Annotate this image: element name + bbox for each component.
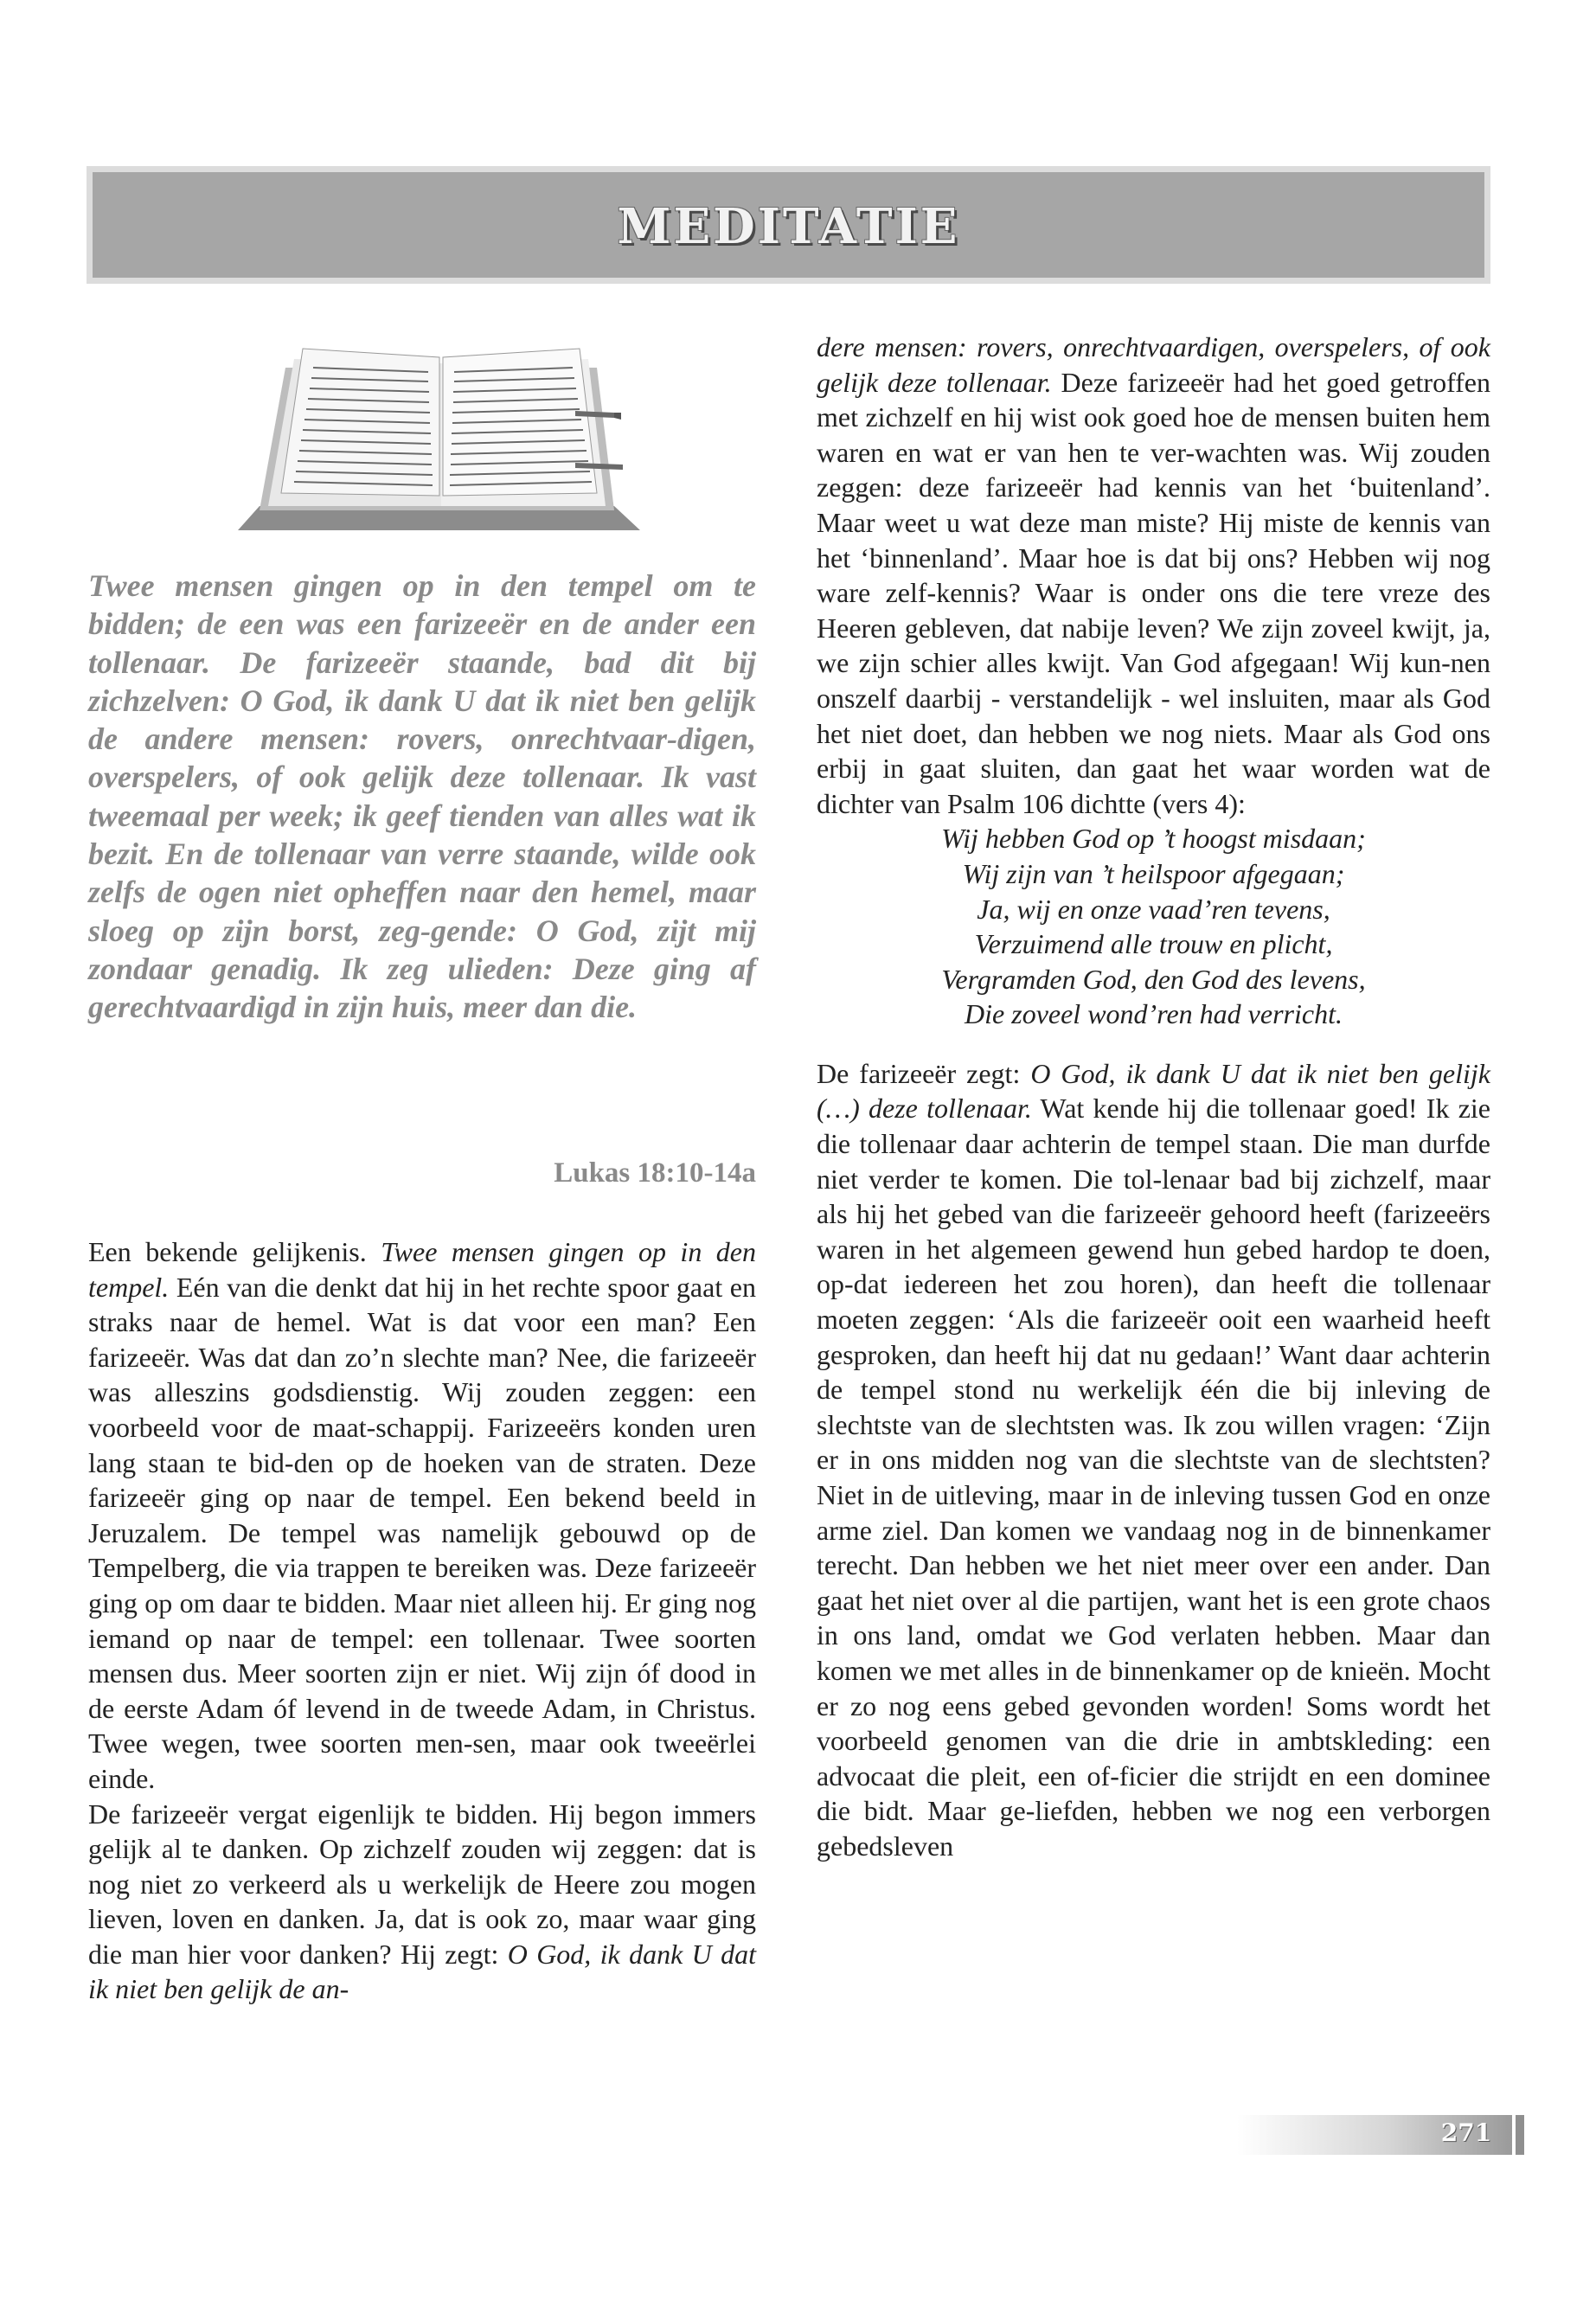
right-p2-italic: O God, ik dank U dat ik niet ben gelijk (…) deze tollenaar.	[817, 1057, 1490, 1125]
right-paragraph-1	[817, 330, 1490, 821]
right-paragraph-2	[817, 1056, 1490, 1864]
left-p1-intro: Een bekende gelijkenis.	[88, 1236, 381, 1267]
left-p2-body: De farizeeër vergat eigenlijk te bidden. Hij begon immers gelijk al te danken. Op zichzelf zouden wij zeggen: dat is nog niet zo verkeerd als u werkelijk de Heere zou mogen lieven, loven en danken. Ja, dat is ook zo, maar waar ging die man hier voor danken? Hij zegt:	[88, 1798, 756, 1970]
right-p2-body: Wat kende hij die tollenaar goed! Ik zie die tollenaar daar achterin de tempel staan. Die man durfde niet verder te komen. Die tol-lenaar bad bij zichzelf, maar als hij het gebed van die farizeeër gehoord heeft (farizeeërs waren in het algemeen gewend hun gebed hardop te doen, op-dat iedereen het zou horen), dan heeft die tollenaar moeten zeggen: ‘Als die farizeeër ooit een waarheid heeft gesproken, dan heeft hij dat nu gedaan!’ Want daar achterin de tempel stond nu werkelijk één die bij inleving de slechtste van de slechtsten was. Ik zou willen vragen: ‘Zijn er in ons midden nog van die slechtste van de slechtsten? Niet in de uitleving, maar in de inleving tussen God en onze arme ziel. Dan komen we vandaag nog in de binnenkamer terecht. Dan hebben we het niet meer over een ander. Dan gaat het niet over al die partijen, want het is een grote chaos in ons land, omdat we God verlaten hebben. Maar dan komen we met alles in de binnenkamer op de knieën. Mocht er zo nog eens gebed gevonden worden! Soms wordt het voorbeeld genomen van die drie in ambtskleding: een advocaat die pleit, een of-ficier die strijdt en een dominee die bidt. Maar ge-liefden, hebben we nog een verborgen gebedsleven	[817, 1093, 1491, 1862]
poem-line: Die zoveel wond’ren had verricht.	[965, 998, 1343, 1030]
left-p1-italic: Twee mensen gingen op in den tempel.	[88, 1236, 757, 1303]
right-column	[817, 330, 1490, 1864]
header-band	[87, 166, 1490, 284]
left-paragraph-1	[88, 1234, 756, 1797]
poem-line: Wij zijn van ’t heilspoor afgegaan;	[962, 857, 1345, 889]
right-p1-body: Deze farizeeër had het goed getroffen met zichzelf en hij wist ook goed hoe de mensen buiten hem waren en wat er van hen te ver-wachten was. Wij zouden zeggen: deze farizeeër had kennis van het ‘buitenland’. Maar weet u wat deze man miste? Hij miste de kennis van het ‘binnenland’. Maar hoe is dat bij ons? Hebben wij nog ware zelf-kennis? Waar is onder ons die tere vreze des Heeren gebleven, dat nabije leven? We zijn zoveel kwijt, ja, we zijn schier alles kwijt. Van God afgegaan! Wij kun-nen onszelf daarbij - verstandelijk - wel insluiten, maar als God het niet doet, dan hebben we nog niets. Maar als God ons erbij in gaat sluiten, dan gaat het waar worden wat de dichter van Psalm 106 dichtte (vers 4):	[817, 366, 1490, 819]
left-paragraph-2	[88, 1797, 756, 2008]
scripture-reference: Lukas 18:10-14a	[554, 1157, 756, 1189]
poem-line: Wij hebben God op ’t hoogst misdaan;	[941, 823, 1366, 855]
page-number-bar-cap	[1516, 2115, 1524, 2155]
psalm-poem	[817, 821, 1490, 1032]
left-column	[88, 1234, 756, 2007]
left-p1-body: Eén van die denkt dat hij in het rechte spoor gaat en straks naar de hemel. Wat is dat voor een man? Een farizeeër. Was dat dan zo’n slechte man? Nee, die farizeeër was alleszins godsdienstig. Wij zouden zeggen: een voorbeeld voor de maat-schappij. Farizeeërs konden uren lang staan te bid-den op de hoeken van de straten. Deze farizeeër ging op naar de tempel. Een bekend beeld in Jeruzalem. De tempel was namelijk gebouwd op de Tempelberg, die via trappen te bereiken was. Deze farizeeër ging op om daar te bidden. Maar niet alleen hij. Er ging nog iemand op naar de tempel: een tollenaar. Twee soorten mensen dus. Meer soorten zijn er niet. Wij zijn óf dood in de eerste Adam óf levend in de tweede Adam, in Christus. Twee wegen, twee soorten men-sen, maar ook tweeërlei einde.	[88, 1271, 756, 1794]
right-p1-italic: dere mensen: rovers, onrechtvaardigen, overspelers, of ook gelijk deze tollenaar.	[817, 331, 1490, 398]
open-bible-illustration	[234, 333, 666, 541]
poem-line: Verzuimend alle trouw en plicht,	[974, 928, 1333, 960]
right-p2-intro: De farizeeër zegt:	[817, 1057, 1031, 1089]
poem-line: Vergramden God, den God des levens,	[941, 963, 1366, 995]
poem-line: Ja, wij en onze vaad’ren tevens,	[977, 893, 1330, 925]
scripture-quote: Twee mensen gingen op in den tempel om te bidden; de een was een farizeeër en de ander een tollenaar. De farizeeër staande, bad dit bij zichzelven: O God, ik dank U dat ik niet ben gelijk de andere mensen: rovers, onrechtvaar-digen, overspelers, of ook gelijk deze tollenaar. Ik vast tweemaal per week; ik geef tienden van alles wat ik bezit. En de tollenaar van verre staande, wilde ook zelfs de ogen niet opheffen naar den hemel, maar sloeg op zijn borst, zeg-gende: O God, zijt mij zondaar genadig. Ik zeg ulieden: Deze ging af gerechtvaardigd in zijn huis, meer dan die.	[88, 568, 756, 1025]
left-p2-italic: O God, ik dank U dat ik niet ben gelijk de an-	[88, 1938, 757, 2005]
page-number: 271	[1440, 2118, 1492, 2147]
page-title: MEDITATIE	[617, 198, 960, 255]
